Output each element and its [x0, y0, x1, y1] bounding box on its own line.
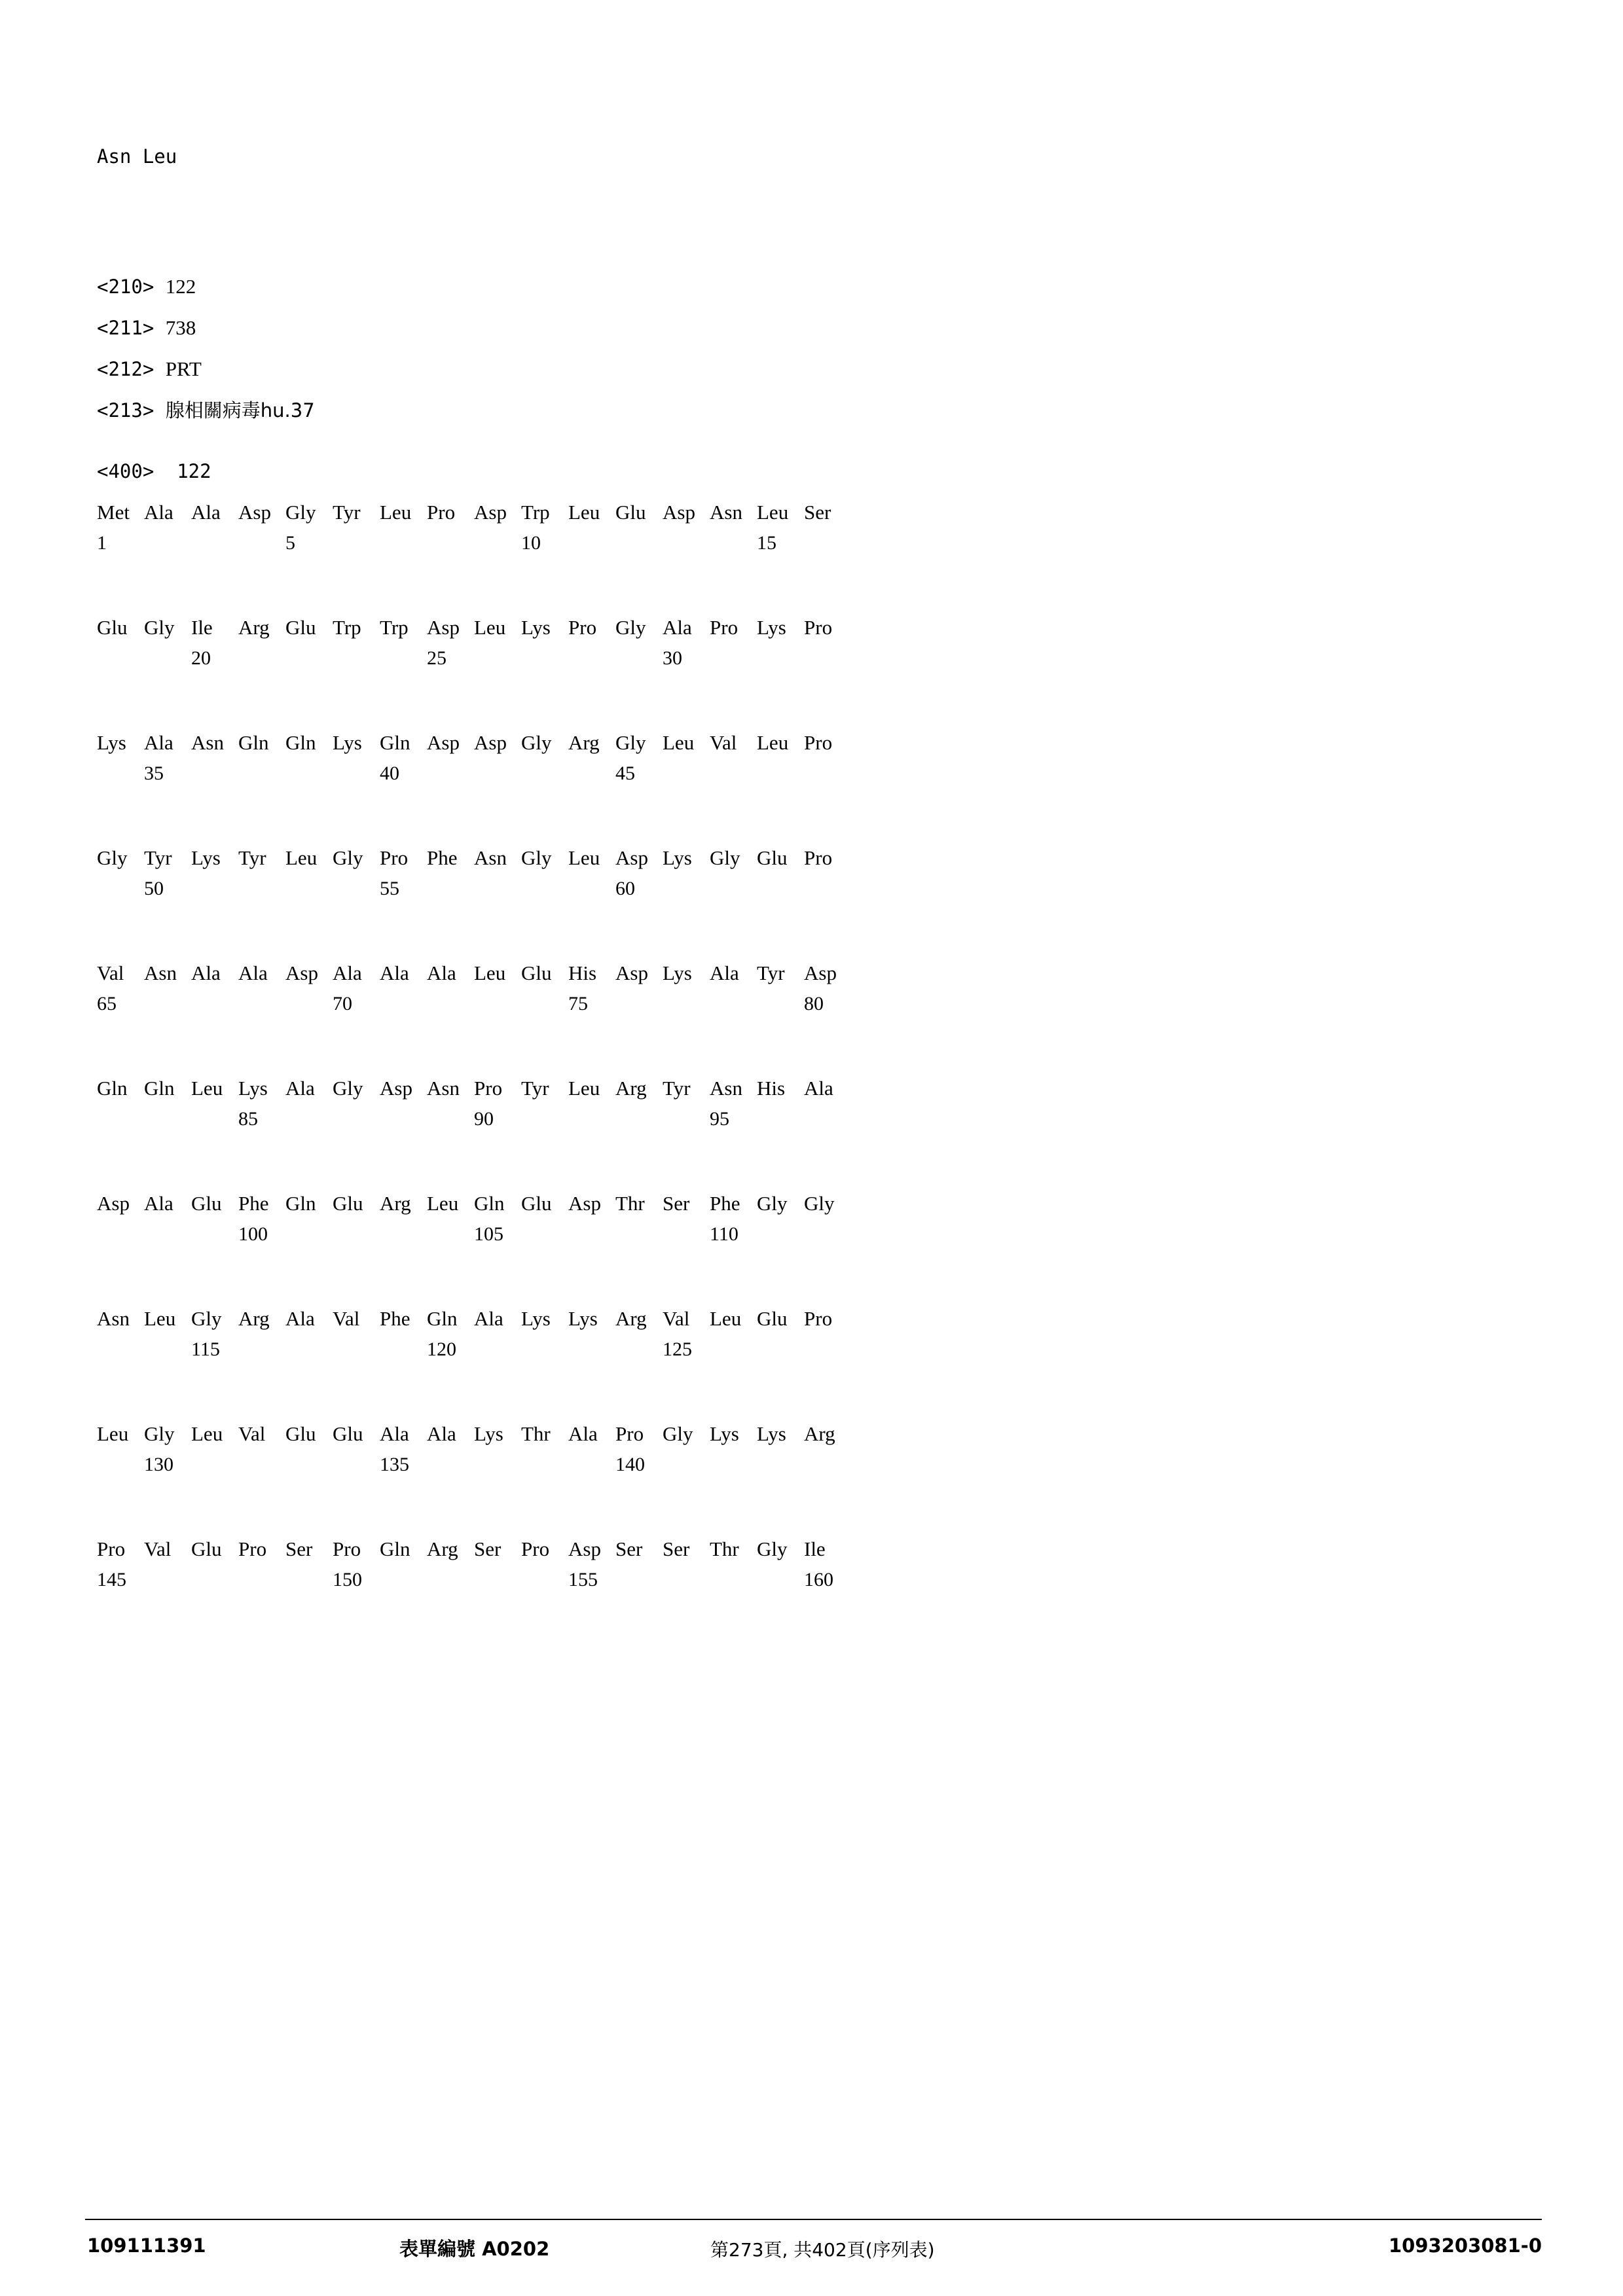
field-213-tag: <213> — [97, 399, 155, 422]
residue: Ala — [191, 501, 221, 524]
residue: Leu — [474, 961, 506, 984]
residue: Asp — [427, 731, 460, 754]
residue: Pro — [615, 1422, 644, 1445]
sequence-block — [97, 963, 1524, 1028]
residue: Ala — [144, 1192, 173, 1215]
residue: Ala — [333, 961, 362, 984]
position-number: 40 — [380, 762, 399, 784]
sequence-block — [97, 848, 1524, 913]
position-number: 90 — [474, 1108, 494, 1130]
residue: Leu — [474, 616, 506, 639]
residue: Pro — [380, 846, 409, 869]
residue: Ala — [380, 961, 409, 984]
residue-row — [97, 1308, 1524, 1340]
residue: Asp — [238, 501, 271, 524]
page-footer — [0, 2211, 1623, 2296]
residue: Val — [238, 1422, 266, 1445]
residue: Leu — [757, 501, 789, 524]
residue: Leu — [191, 1077, 223, 1100]
position-number-row — [97, 879, 1524, 913]
residue: Gly — [521, 846, 552, 869]
residue: Gly — [615, 731, 646, 754]
residue: Ala — [380, 1422, 409, 1445]
residue: Leu — [285, 846, 318, 869]
residue: Glu — [191, 1192, 222, 1215]
position-number: 110 — [710, 1223, 739, 1245]
residue: Lys — [521, 616, 551, 639]
residue: Pro — [97, 1537, 126, 1560]
residue: Ser — [474, 1537, 501, 1560]
residue: Arg — [568, 731, 600, 754]
residue: Pro — [238, 1537, 267, 1560]
residue: Ile — [804, 1537, 826, 1560]
residue: Tyr — [757, 961, 785, 984]
position-number-row — [97, 1570, 1524, 1604]
position-number: 20 — [191, 647, 211, 669]
sequence-listing — [97, 502, 1524, 1604]
residue: Gln — [238, 731, 269, 754]
residue: Ala — [285, 1077, 315, 1100]
field-210-value: 122 — [165, 275, 196, 298]
residue: Leu — [568, 846, 600, 869]
field-212 — [97, 359, 1524, 379]
residue: Lys — [568, 1307, 598, 1330]
residue: Pro — [427, 501, 456, 524]
spacer — [97, 166, 1524, 276]
residue: Tyr — [144, 846, 172, 869]
residue: Leu — [144, 1307, 176, 1330]
residue: Glu — [191, 1537, 222, 1560]
residue: Gln — [97, 1077, 128, 1100]
residue: Asp — [615, 961, 648, 984]
position-number: 135 — [380, 1454, 409, 1475]
field-211-sep — [154, 317, 165, 339]
position-number: 160 — [804, 1569, 833, 1590]
residue: Tyr — [238, 846, 266, 869]
position-number: 125 — [663, 1338, 692, 1360]
residue: Val — [663, 1307, 690, 1330]
position-number: 30 — [663, 647, 682, 669]
footer-application-number: 109111391 — [87, 2234, 206, 2257]
position-number-row — [97, 764, 1524, 798]
residue: Pro — [804, 731, 833, 754]
residue: Glu — [615, 501, 646, 524]
field-210-tag: <210> — [97, 276, 155, 298]
residue: Glu — [521, 961, 552, 984]
residue: Glu — [333, 1422, 363, 1445]
residue: Glu — [333, 1192, 363, 1215]
residue-row — [97, 1424, 1524, 1455]
residue: Lys — [191, 846, 221, 869]
residue: Gly — [333, 1077, 363, 1100]
position-number: 70 — [333, 993, 352, 1014]
residue: Asp — [615, 846, 648, 869]
position-number: 35 — [144, 762, 164, 784]
spacer — [97, 1374, 1524, 1424]
field-213 — [97, 400, 1524, 420]
position-number-row — [97, 1225, 1524, 1259]
residue: Pro — [710, 616, 739, 639]
residue: Glu — [285, 1422, 316, 1445]
residue: Glu — [757, 846, 788, 869]
residue: Ile — [191, 616, 213, 639]
residue: Pro — [474, 1077, 503, 1100]
residue: Trp — [380, 616, 409, 639]
position-number: 25 — [427, 647, 447, 669]
spacer — [97, 1143, 1524, 1193]
field-210 — [97, 276, 1524, 296]
spacer — [97, 567, 1524, 617]
residue: Ser — [615, 1537, 643, 1560]
residue: Asn — [474, 846, 507, 869]
residue: Pro — [568, 616, 597, 639]
residue: Glu — [757, 1307, 788, 1330]
residue: Val — [97, 961, 124, 984]
sequence-block — [97, 502, 1524, 567]
position-number: 155 — [568, 1569, 598, 1590]
residue: Ala — [710, 961, 739, 984]
position-number: 15 — [757, 532, 776, 554]
residue: Gly — [97, 846, 128, 869]
residue: Asn — [144, 961, 177, 984]
residue-row — [97, 1078, 1524, 1109]
footer-page-info: 第273頁, 共402頁(序列表) — [710, 2239, 935, 2261]
residue: Asp — [568, 1192, 601, 1215]
field-212-tag: <212> — [97, 358, 155, 380]
residue: Gln — [285, 1192, 316, 1215]
residue: Phe — [238, 1192, 269, 1215]
position-number: 75 — [568, 993, 588, 1014]
position-number-row — [97, 533, 1524, 567]
residue-row — [97, 1539, 1524, 1570]
position-number: 55 — [380, 878, 399, 899]
residue: Asp — [97, 1192, 130, 1215]
residue: Asn — [710, 501, 742, 524]
residue: Val — [710, 731, 737, 754]
residue-row — [97, 617, 1524, 649]
residue: Gly — [757, 1192, 788, 1215]
residue: Phe — [380, 1307, 410, 1330]
residue-row — [97, 502, 1524, 533]
residue: Gly — [710, 846, 740, 869]
position-number: 105 — [474, 1223, 503, 1245]
residue: Ala — [144, 501, 173, 524]
residue: Gln — [380, 731, 410, 754]
sequence-block — [97, 1539, 1524, 1604]
residue: Gly — [757, 1537, 788, 1560]
spacer — [97, 420, 1524, 461]
residue: Met — [97, 501, 130, 524]
residue: Ala — [144, 731, 173, 754]
residue: Arg — [238, 1307, 270, 1330]
residue: Gln — [285, 731, 316, 754]
residue: Pro — [521, 1537, 550, 1560]
residue: Asn — [710, 1077, 742, 1100]
residue: Ala — [474, 1307, 503, 1330]
residue: Asn — [427, 1077, 460, 1100]
residue: Tyr — [663, 1077, 691, 1100]
residue: Ala — [285, 1307, 315, 1330]
position-number: 85 — [238, 1108, 258, 1130]
position-number-row — [97, 994, 1524, 1028]
position-number: 140 — [615, 1454, 645, 1475]
residue: Arg — [804, 1422, 835, 1445]
residue: Arg — [380, 1192, 411, 1215]
spacer — [97, 296, 1524, 317]
position-number: 145 — [97, 1569, 126, 1590]
position-number: 130 — [144, 1454, 173, 1475]
field-211-tag: <211> — [97, 317, 155, 339]
residue: Gly — [663, 1422, 693, 1445]
position-number: 45 — [615, 762, 635, 784]
residue: Ala — [804, 1077, 833, 1100]
sequence-block — [97, 1078, 1524, 1143]
residue: Lys — [757, 616, 786, 639]
residue: Ala — [427, 961, 456, 984]
residue: Trp — [521, 501, 550, 524]
residue-row — [97, 732, 1524, 764]
document-content — [97, 147, 1524, 1604]
residue: Trp — [333, 616, 361, 639]
residue: Glu — [285, 616, 316, 639]
residue-row — [97, 1193, 1524, 1225]
residue: Leu — [97, 1422, 129, 1445]
residue: Val — [333, 1307, 360, 1330]
position-number: 95 — [710, 1108, 729, 1130]
residue: Gly — [615, 616, 646, 639]
sequence-label: <400> 122 — [97, 460, 211, 482]
residue: Asn — [97, 1307, 130, 1330]
residue: Pro — [333, 1537, 361, 1560]
residue: Thr — [521, 1422, 551, 1445]
residue: Gly — [285, 501, 316, 524]
spacer — [97, 338, 1524, 359]
residue: Leu — [191, 1422, 223, 1445]
residue: Asp — [804, 961, 837, 984]
residue: Arg — [427, 1537, 458, 1560]
position-number: 100 — [238, 1223, 268, 1245]
residue: Arg — [615, 1077, 647, 1100]
residue: Lys — [474, 1422, 503, 1445]
residue: Gly — [191, 1307, 222, 1330]
position-number: 65 — [97, 993, 117, 1014]
field-211-value: 738 — [165, 316, 196, 339]
field-213-value: 腺相關病毒hu.37 — [165, 399, 315, 422]
footer-divider — [85, 2219, 1542, 2220]
residue: Leu — [710, 1307, 742, 1330]
residue: Asp — [285, 961, 318, 984]
spacer — [97, 798, 1524, 848]
residue: Thr — [710, 1537, 739, 1560]
position-number: 80 — [804, 993, 824, 1014]
residue: Gln — [380, 1537, 410, 1560]
residue: Leu — [568, 1077, 600, 1100]
residue: Leu — [757, 731, 789, 754]
residue: Tyr — [521, 1077, 549, 1100]
residue: His — [568, 961, 597, 984]
residue: Ala — [427, 1422, 456, 1445]
residue: Thr — [615, 1192, 645, 1215]
residue: Asp — [380, 1077, 412, 1100]
residue: Arg — [615, 1307, 647, 1330]
residue: Lys — [663, 961, 692, 984]
residue: Asp — [427, 616, 460, 639]
residue: Leu — [663, 731, 695, 754]
position-number-row — [97, 649, 1524, 683]
residue: Lys — [238, 1077, 268, 1100]
sequence-block — [97, 617, 1524, 683]
residue: Lys — [97, 731, 126, 754]
field-213-sep — [154, 399, 165, 422]
residue-row — [97, 848, 1524, 879]
field-211 — [97, 317, 1524, 338]
residue: Arg — [238, 616, 270, 639]
position-number: 60 — [615, 878, 635, 899]
residue: Pro — [804, 1307, 833, 1330]
footer-document-id: 1093203081-0 — [1389, 2234, 1542, 2257]
position-number-row — [97, 1340, 1524, 1374]
residue: Pro — [804, 616, 833, 639]
residue: Asp — [568, 1537, 601, 1560]
residue: Leu — [427, 1192, 459, 1215]
position-number: 1 — [97, 532, 107, 554]
position-number: 120 — [427, 1338, 456, 1360]
residue: Asp — [663, 501, 695, 524]
residue: Lys — [757, 1422, 786, 1445]
residue: Asn — [191, 731, 224, 754]
spacer — [97, 913, 1524, 963]
residue: His — [757, 1077, 786, 1100]
sequence-block — [97, 1424, 1524, 1489]
residue: Val — [144, 1537, 172, 1560]
residue: Gly — [144, 1422, 175, 1445]
residue: Ala — [191, 961, 221, 984]
residue: Gln — [144, 1077, 175, 1100]
residue: Gly — [521, 731, 552, 754]
residue: Ser — [663, 1192, 690, 1215]
sequence-block — [97, 732, 1524, 798]
residue: Pro — [804, 846, 833, 869]
footer-form-number: 表單編號 A0202 — [399, 2238, 550, 2260]
field-212-sep — [154, 358, 165, 380]
residue: Lys — [333, 731, 362, 754]
spacer — [97, 481, 1524, 502]
residue: Glu — [521, 1192, 552, 1215]
residue: Gly — [333, 846, 363, 869]
residue: Gly — [144, 616, 175, 639]
residue: Ser — [663, 1537, 690, 1560]
residue: Asp — [474, 731, 507, 754]
residue: Ser — [804, 501, 831, 524]
position-number-row — [97, 1109, 1524, 1143]
position-number: 150 — [333, 1569, 362, 1590]
residue: Lys — [521, 1307, 551, 1330]
spacer — [97, 379, 1524, 400]
continuation-line: Asn Leu — [97, 145, 177, 168]
residue: Lys — [663, 846, 692, 869]
position-number-row — [97, 1455, 1524, 1489]
spacer — [97, 683, 1524, 732]
residue: Lys — [710, 1422, 739, 1445]
residue: Ala — [238, 961, 268, 984]
residue: Ser — [285, 1537, 313, 1560]
residue: Tyr — [333, 501, 361, 524]
residue: Leu — [568, 501, 600, 524]
sequence-block — [97, 1308, 1524, 1374]
residue: Gly — [804, 1192, 835, 1215]
field-212-value: PRT — [165, 357, 202, 380]
residue: Phe — [710, 1192, 740, 1215]
residue: Ala — [568, 1422, 598, 1445]
spacer — [97, 1489, 1524, 1539]
residue: Gln — [474, 1192, 505, 1215]
spacer — [97, 1028, 1524, 1078]
field-210-sep — [154, 276, 165, 298]
spacer — [97, 1259, 1524, 1308]
residue: Leu — [380, 501, 412, 524]
position-number: 5 — [285, 532, 295, 554]
residue-row — [97, 963, 1524, 994]
residue: Ala — [663, 616, 692, 639]
residue: Phe — [427, 846, 458, 869]
residue: Gln — [427, 1307, 458, 1330]
sequence-block — [97, 1193, 1524, 1259]
position-number: 115 — [191, 1338, 220, 1360]
residue: Glu — [97, 616, 128, 639]
position-number: 50 — [144, 878, 164, 899]
position-number: 10 — [521, 532, 541, 554]
residue: Asp — [474, 501, 507, 524]
